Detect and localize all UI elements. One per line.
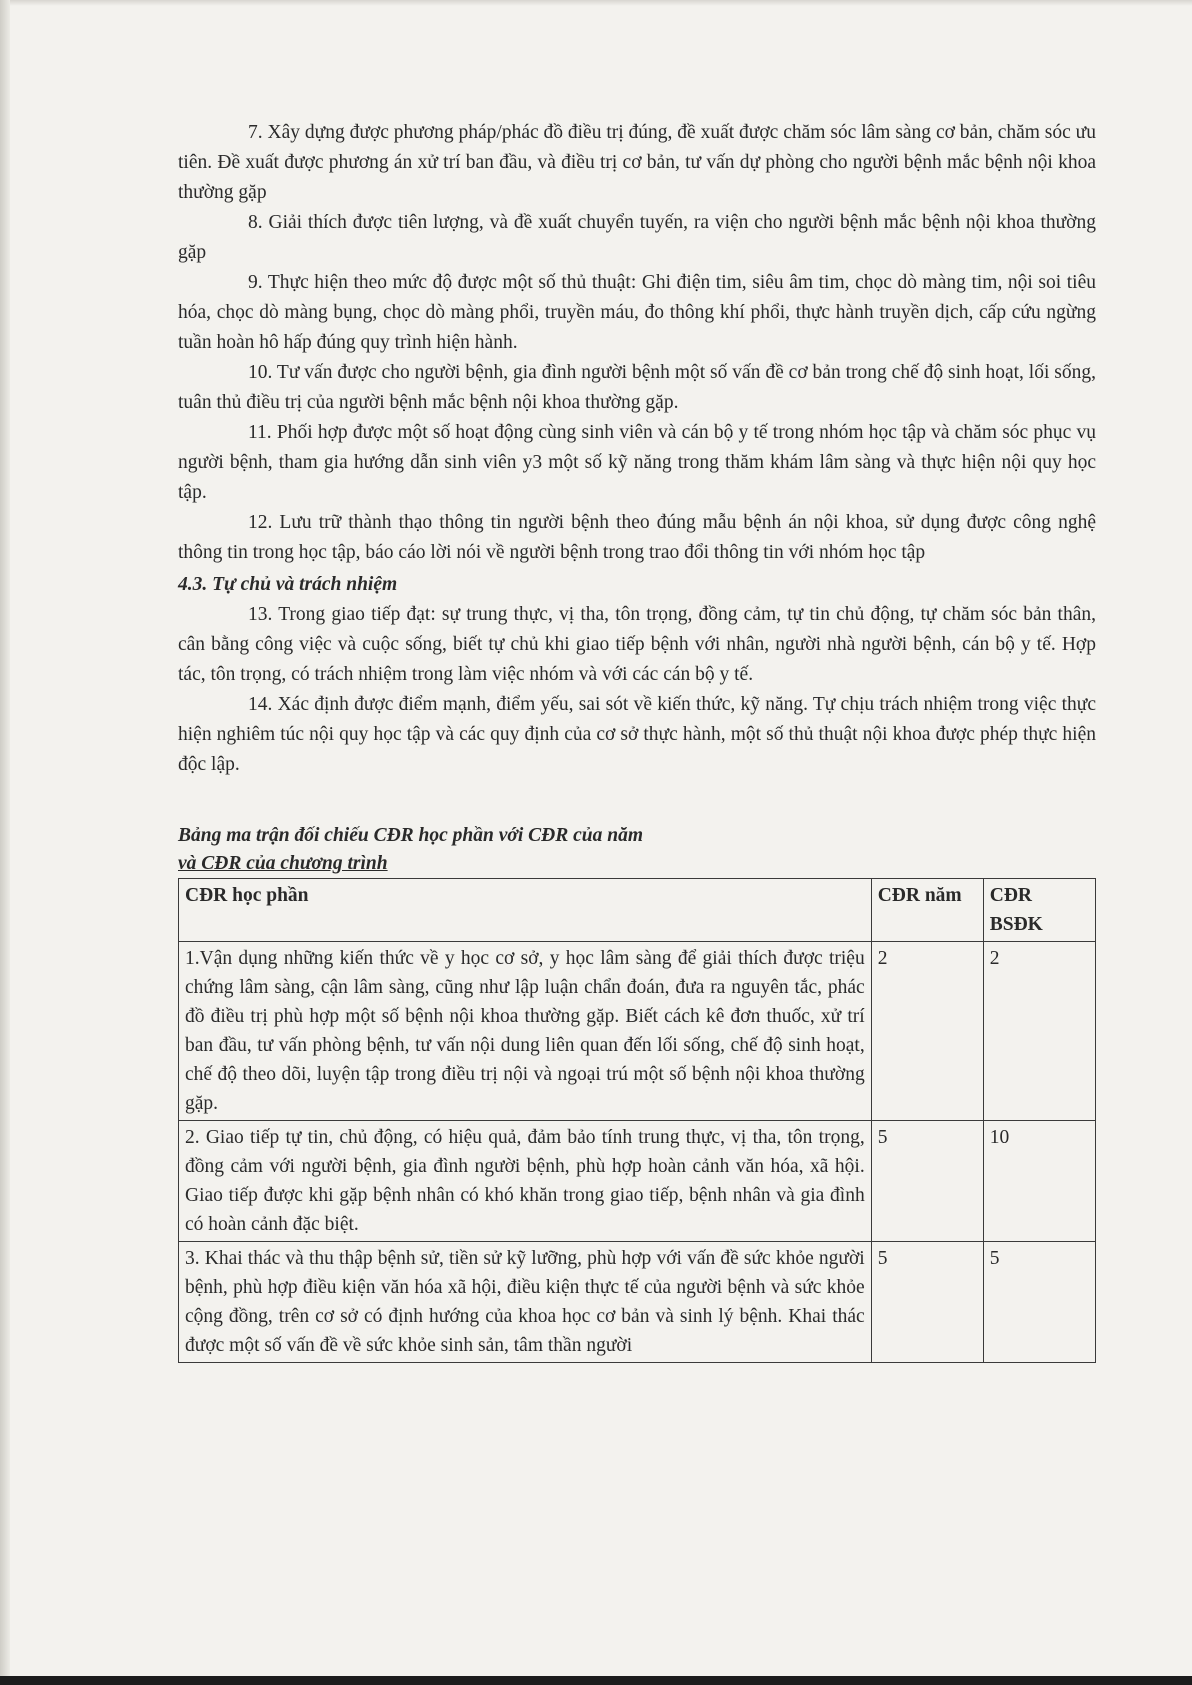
paragraph-12: 12. Lưu trữ thành thạo thông tin người bệnh theo đúng mẫu bệnh án nội khoa, sử dụng được công nghệ thông tin trong học tập, báo cáo lời nói về người bệnh trong trao đổi thông tin với nhóm học tập — [178, 512, 1096, 563]
paragraph-10: 10. Tư vấn được cho người bệnh, gia đình người bệnh một số vấn đề cơ bản trong chế độ sinh hoạt, lối sống, tuân thủ điều trị của người bệnh mắc bệnh nội khoa thường gặp. — [178, 362, 1096, 413]
table-header-row — [179, 879, 1096, 942]
table-row — [179, 942, 1096, 1121]
table-row — [179, 1121, 1096, 1242]
row-1-bsdk: 2 — [983, 942, 1095, 1121]
header-cdr-bsdk: CĐR BSĐK — [983, 879, 1095, 942]
table-title — [178, 822, 1096, 878]
row-1-text: 1.Vận dụng những kiến thức về y học cơ sở, y học lâm sàng để giải thích được triệu chứng lâm sàng, cận lâm sàng, cũng như lập luận chẩn đoán, đưa ra nguyên tắc, phác đồ điều trị phù hợp một số bệnh nội khoa thường gặp. Biết cách kê đơn thuốc, xử trí ban đầu, tư vấn phòng bệnh, tư vấn nội dung liên quan đến lối sống, chế độ sinh hoạt, chế độ theo dõi, luyện tập trong điều trị nội và ngoại trú một số bệnh nội khoa thường gặp. — [179, 942, 872, 1121]
row-3-nam: 5 — [871, 1242, 983, 1363]
paragraph-13: 13. Trong giao tiếp đạt: sự trung thực, vị tha, tôn trọng, đồng cảm, tự tin chủ động, tự chăm sóc bản thân, cân bằng công việc và cuộc sống, biết tự chủ khi giao tiếp bệnh với nhân, người nhà người bệnh, cán bộ y tế. Hợp tác, tôn trọng, có trách nhiệm trong làm việc nhóm và với các cán bộ y tế. — [178, 604, 1096, 685]
paragraph-8: 8. Giải thích được tiên lượng, và đề xuất chuyển tuyến, ra viện cho người bệnh mắc bệnh nội khoa thường gặp — [178, 212, 1096, 263]
paragraph-14: 14. Xác định được điểm mạnh, điểm yếu, sai sót về kiến thức, kỹ năng. Tự chịu trách nhiệm trong việc thực hiện nghiêm túc nội quy học tập và các quy định của cơ sở thực hành, một số thủ thuật nội khoa được phép thực hiện độc lập. — [178, 694, 1096, 775]
paragraph-9: 9. Thực hiện theo mức độ được một số thủ thuật: Ghi điện tim, siêu âm tim, chọc dò màng tim, nội soi tiêu hóa, chọc dò màng bụng, chọc dò màng phổi, truyền máu, đo thông khí phổi, thực hành truyền dịch, cấp cứu ngừng tuần hoàn hô hấp đúng quy trình hiện hành. — [178, 272, 1096, 353]
outcome-matrix-table — [178, 878, 1096, 1363]
scan-edge-bottom — [0, 1676, 1192, 1685]
row-2-nam: 5 — [871, 1121, 983, 1242]
header-cdr-nam: CĐR năm — [871, 879, 983, 942]
row-3-text: 3. Khai thác và thu thập bệnh sử, tiền sử kỹ lưỡng, phù hợp với vấn đề sức khỏe người bệnh, phù hợp điều kiện văn hóa xã hội, điều kiện thực tế của người bệnh và sức khỏe cộng đồng, trên cơ sở có định hướng của khoa học cơ bản và sinh lý bệnh. Khai thác được một số vấn đề về sức khỏe sinh sản, tâm thần người — [179, 1242, 872, 1363]
table-title-line2: và CĐR của chương trình — [178, 853, 388, 874]
paragraph-11: 11. Phối hợp được một số hoạt động cùng sinh viên và cán bộ y tế trong nhóm học tập và chăm sóc phục vụ người bệnh, tham gia hướng dẫn sinh viên y3 một số kỹ năng trong thăm khám lâm sàng và thực hiện nội quy học tập. — [178, 422, 1096, 503]
row-1-nam: 2 — [871, 942, 983, 1121]
scan-edge-top — [0, 0, 1192, 6]
scan-edge-left — [0, 0, 10, 1685]
section-heading: 4.3. Tự chủ và trách nhiệm — [178, 574, 398, 595]
row-2-text: 2. Giao tiếp tự tin, chủ động, có hiệu quả, đảm bảo tính trung thực, vị tha, tôn trọng, đồng cảm với người bệnh, gia đình người bệnh, phù hợp hoàn cảnh văn hóa, xã hội. Giao tiếp được khi gặp bệnh nhân có khó khăn trong giao tiếp, bệnh nhân và gia đình có hoàn cảnh đặc biệt. — [179, 1121, 872, 1242]
row-2-bsdk: 10 — [983, 1121, 1095, 1242]
paragraph-7: 7. Xây dựng được phương pháp/phác đồ điều trị đúng, đề xuất được chăm sóc lâm sàng cơ bản, chăm sóc ưu tiên. Đề xuất được phương án xử trí ban đầu, và điều trị cơ bản, tư vấn dự phòng cho người bệnh mắc bệnh nội khoa thường gặp — [178, 122, 1096, 203]
header-cdr-hoc-phan: CĐR học phần — [179, 879, 872, 942]
table-row — [179, 1242, 1096, 1363]
document-body — [178, 118, 1096, 1363]
row-3-bsdk: 5 — [983, 1242, 1095, 1363]
table-title-line1: Bảng ma trận đối chiếu CĐR học phần với CĐR của năm — [178, 825, 644, 846]
